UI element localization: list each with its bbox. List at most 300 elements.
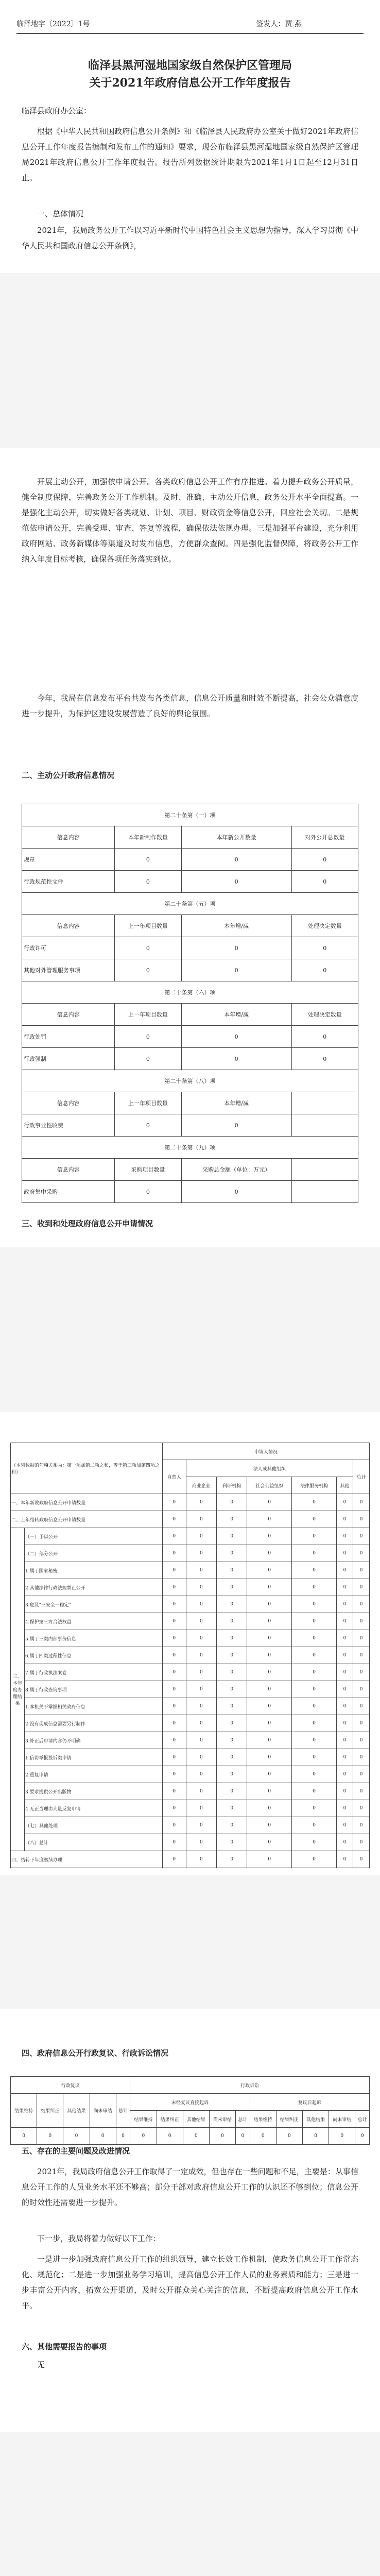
- table2-cell: 0: [336, 1800, 353, 1817]
- section-1-p2: 开展主动公开，加强依申请公开。各类政府信息公开工作有序推进。着力提升政务公开质量，健全制度保障，完善政务公开工作机制。及时、准确、主动公开信息，政务公开水平全面提高。一是强化主动公开，切实做好各类规划、计划、项目、财政资金等信息公开，回应社会关切。二是规范依申请公开，完善受理、审查、答复等流程，确保依法依规办理。三是加强平台建设，充分利用政府网站、政务新媒体等渠道及时发布信息，方便群众查阅。四是强化监督保障，将政务公开工作纳入年度目标考核，确保各项任务落实到位。: [22, 477, 358, 564]
- table2-cell: 0: [186, 1511, 216, 1528]
- section-1-heading: 一、总体情况: [37, 209, 84, 218]
- section-5-p1: 2021年，我局政府信息公开工作取得了一定成效，但也存在一些问题和不足，主要是：从事信息公开工作的人员业务水平还不够高；部分干部对政府信息公开工作的认识还不够到位；信息公开的时效性还需要进一步提升。: [22, 2167, 358, 2207]
- table2-cell: 0: [217, 1817, 247, 1834]
- table2-cell: 0: [247, 1732, 292, 1749]
- table3-cell: 0: [11, 2128, 37, 2145]
- table2-cell: 0: [186, 1613, 216, 1630]
- table2-cell: 0: [292, 1834, 337, 1851]
- table2-cell: 0: [336, 1613, 353, 1630]
- table1-header-cell: 本年新制作数量: [115, 826, 181, 849]
- intro-paragraph: 根据《中华人民共和国政府信息公开条例》和《临泽县人民政府办公室关于做好2021年政府信息公开工作年度报告编制和发布工作的通知》要求，现公布临泽县黑河湿地国家级自然保护区管理局2021年政府信息公开工作年度报告。报告所列数据统计期限为2021年1月1日起至12月31日止。: [22, 127, 358, 182]
- table1-section-row: [22, 1070, 358, 1092]
- table2-row: [11, 1715, 370, 1732]
- table2-cell: 0: [162, 1834, 186, 1851]
- table2-cell: 0: [162, 1511, 186, 1528]
- table3-col-head: 其他结果: [303, 2111, 329, 2128]
- table1-cell: 行政规范性文件: [22, 871, 115, 893]
- doc-number: 临泽地字〔2022〕1号: [16, 20, 90, 28]
- table2-cell: 0: [247, 1749, 292, 1766]
- table3-cell: 0: [236, 2128, 250, 2145]
- table2-cell: 0: [247, 1579, 292, 1596]
- table2-col-head: 社会公益组织: [247, 1477, 292, 1494]
- table1-cell: 0: [181, 1026, 291, 1048]
- table2-row: [11, 1545, 370, 1562]
- table2-row: [11, 1834, 370, 1851]
- review-litigation-table: [10, 2076, 370, 2145]
- table2-cell: 0: [353, 1783, 369, 1800]
- table3-group-cell: 行政复议: [11, 2077, 130, 2094]
- section-1-p3: 今年，我局在信息发布平台共发布各类信息，信息公开质量和时效不断提高，社会公众满意度进一步提升，为保护区建设发展营造了良好的舆论氛围。: [22, 693, 358, 718]
- table2-cell: 0: [247, 1681, 292, 1698]
- table2-cell: 0: [336, 1511, 353, 1528]
- table2-cell: 0: [162, 1681, 186, 1698]
- table2-cell: 0: [186, 1562, 216, 1579]
- table1-row: [22, 1181, 358, 1203]
- section-5-p3: 一是进一步加强政府信息公开工作的组织领导，建立长效工作机制，使政务信息公开工作常态化、规范化；二是进一步加强业务学习培训，提高信息公开工作人员的业务素质和能力；三是进一步丰富公开内容，拓宽公开渠道，及时公开群众关心关注的信息，不断提高政府信息公开工作水平。: [22, 2255, 358, 2310]
- table3-cell: 0: [303, 2128, 329, 2145]
- table1-section-cell: 第二十条第（一）项: [22, 804, 358, 826]
- table2-cell: 0: [336, 1562, 353, 1579]
- table1-cell: 其他对外管理服务事项: [22, 959, 115, 981]
- table2-cell: 0: [162, 1817, 186, 1834]
- table1-cell: 0: [181, 871, 291, 893]
- table2-cell: 0: [353, 1817, 369, 1834]
- table1-row: [22, 871, 358, 893]
- table2-cell: 0: [186, 1681, 216, 1698]
- table2-cell: 0: [162, 1715, 186, 1732]
- table2-row: [11, 1783, 370, 1800]
- doc-header: [16, 19, 364, 30]
- table1-cell: 规章: [22, 849, 115, 871]
- table2-cell: 0: [353, 1579, 369, 1596]
- table2-cell: 0: [162, 1613, 186, 1630]
- table1-cell: 0: [291, 1026, 358, 1048]
- table2-row: [11, 1511, 370, 1528]
- table3-col-head: 尚未审结: [329, 2111, 355, 2128]
- table2-cell: 0: [247, 1817, 292, 1834]
- table2-cell: 0: [353, 1851, 369, 1868]
- table1-cell: 0: [115, 959, 181, 981]
- table2-row-label: 3.补正后申请内容仍不明确: [25, 1732, 163, 1749]
- table2-cell: 0: [353, 1545, 369, 1562]
- table2-cell: 0: [292, 1630, 337, 1647]
- table2-row: [11, 1817, 370, 1834]
- table2-row: [11, 1664, 370, 1681]
- table2-cell: 0: [217, 1800, 247, 1817]
- table2-cell: 0: [353, 1613, 369, 1630]
- table2-row-label: 3.要求提供公开出版物: [25, 1783, 163, 1800]
- table2-row-label: 2.重复申请: [25, 1766, 163, 1783]
- table2-cell: 0: [247, 1715, 292, 1732]
- table2-cell: 0: [353, 1562, 369, 1579]
- table2-cell: 0: [162, 1630, 186, 1647]
- table1-cell: 0: [115, 937, 181, 959]
- table2-cell: 0: [336, 1494, 353, 1511]
- table1-cell: 0: [181, 1181, 291, 1203]
- table2-col-head: 总计: [353, 1460, 369, 1494]
- table2-cell: 0: [247, 1494, 292, 1511]
- table2-cell: 0: [217, 1596, 247, 1613]
- table2-cell: 0: [186, 1630, 216, 1647]
- table2-col-head: 其他: [336, 1477, 353, 1494]
- table2-cell: 0: [292, 1698, 337, 1715]
- table3-cell: 0: [90, 2128, 116, 2145]
- table1-section-cell: 第二十条第（八）项: [22, 1070, 358, 1092]
- table3-cell: 0: [116, 2128, 130, 2145]
- table2-cell: 0: [217, 1715, 247, 1732]
- table2-row: [11, 1528, 370, 1545]
- table2-cell: 0: [247, 1613, 292, 1630]
- table1-row: [22, 937, 358, 959]
- section-4-heading: 四、政府信息公开行政复议、行政诉讼情况: [22, 2048, 169, 2058]
- table2-cell: 0: [247, 1596, 292, 1613]
- table2-cell: 0: [292, 1664, 337, 1681]
- table1-header-row: [22, 826, 358, 849]
- table1-header-cell: 上一年项目数量: [115, 915, 181, 937]
- table1-header-cell: 采购总金额（单位：万元）: [181, 1159, 291, 1181]
- table2-cell: 0: [292, 1579, 337, 1596]
- table1-header-cell: 信息内容: [22, 915, 115, 937]
- table3-col-head: 总计: [236, 2111, 250, 2128]
- table2-side-cell: 三、本年度办理结果: [11, 1528, 25, 1851]
- table2-cell: 0: [353, 1800, 369, 1817]
- table2-cell: 0: [353, 1596, 369, 1613]
- table3-col-head: 其他结果: [63, 2094, 90, 2128]
- table2-cell: 0: [186, 1783, 216, 1800]
- table2-cell: 0: [162, 1664, 186, 1681]
- table2-cell: 0: [162, 1562, 186, 1579]
- table2-cell: 0: [217, 1749, 247, 1766]
- table1-cell: [291, 1181, 358, 1203]
- table1-header-cell: [291, 1159, 358, 1181]
- table1-cell: 0: [291, 1048, 358, 1070]
- table2-row-label: 8.属于行政查询事项: [25, 1681, 163, 1698]
- table2-cell: 0: [247, 1528, 292, 1545]
- table2-cell: 0: [292, 1647, 337, 1664]
- table1-cell: 0: [115, 1048, 181, 1070]
- table2-cell: 0: [217, 1630, 247, 1647]
- table2-row-label: （七）其他处理: [25, 1817, 163, 1834]
- table3-cell: 0: [355, 2128, 370, 2145]
- table1-section-row: [22, 1137, 358, 1159]
- table1-header-cell: 上一年项目数量: [115, 1004, 181, 1026]
- table2-row-label: 7.属于行政执法案卷: [25, 1664, 163, 1681]
- table2-cell: 0: [336, 1698, 353, 1715]
- table2-cell: 0: [336, 1715, 353, 1732]
- table2-row-label: （二）部分公开: [25, 1545, 163, 1562]
- table2-row: [11, 1681, 370, 1698]
- table1-header-row: [22, 1159, 358, 1181]
- table2-row-label: 3.危及"三安全一稳定": [25, 1596, 163, 1613]
- table1-header-cell: 采购项目数量: [115, 1159, 181, 1181]
- table1-cell: 0: [115, 849, 181, 871]
- table2-row-label: （一）予以公开: [25, 1528, 163, 1545]
- table2-cell: 0: [186, 1494, 216, 1511]
- table2-cell: 0: [186, 1800, 216, 1817]
- table1-header-cell: 信息内容: [22, 1159, 115, 1181]
- doc-title: 临泽县黑河湿地国家级自然保护区管理局 关于2021年政府信息公开工作年度报告: [88, 59, 292, 90]
- table2-cell: 0: [247, 1545, 292, 1562]
- table1-row: [22, 849, 358, 871]
- table1-cell: 行政许可: [22, 937, 115, 959]
- table1-header-cell: [291, 1092, 358, 1114]
- table2-row: [11, 1613, 370, 1630]
- table2-cell: 0: [247, 1698, 292, 1715]
- table2-cell: 0: [217, 1851, 247, 1868]
- table3-col-head: 尚未审结: [209, 2111, 235, 2128]
- table2-cell: 0: [336, 1766, 353, 1783]
- section-3-heading: 三、收到和处理政府信息公开申请情况: [22, 1219, 153, 1228]
- table2-cell: 0: [353, 1732, 369, 1749]
- table2-cell: 0: [162, 1596, 186, 1613]
- section-5-heading: 五、存在的主要问题及改进情况: [22, 2146, 130, 2156]
- table2-cell: 0: [336, 1681, 353, 1698]
- table2-row-label: 6.属于四类过程性信息: [25, 1647, 163, 1664]
- table2-cell: 0: [292, 1749, 337, 1766]
- table2-row-label: 四、结转下年度继续办理: [11, 1851, 163, 1868]
- table2-cell: 0: [162, 1749, 186, 1766]
- table3-cell: 0: [130, 2128, 157, 2145]
- table1-cell: 0: [181, 1114, 291, 1137]
- table3-col-head: 结果纠正: [157, 2111, 183, 2128]
- table3-cell: 0: [63, 2128, 90, 2145]
- table2-col-head: 自然人: [162, 1460, 186, 1494]
- table2-col-head: 科研机构: [217, 1477, 247, 1494]
- table2-cell: 0: [162, 1647, 186, 1664]
- table2-cell: 0: [292, 1528, 337, 1545]
- table2-cell: 0: [186, 1715, 216, 1732]
- table2-cell: 0: [217, 1579, 247, 1596]
- table2-row: [11, 1800, 370, 1817]
- table2-cell: 0: [186, 1698, 216, 1715]
- table1-header-cell: 信息内容: [22, 1092, 115, 1114]
- table1-cell: 0: [181, 959, 291, 981]
- table1-cell: 0: [181, 937, 291, 959]
- table3-header-row: [11, 2077, 370, 2094]
- table2-row: [11, 1647, 370, 1664]
- table1-cell: 行政处罚: [22, 1026, 115, 1048]
- table2-cell: 0: [186, 1528, 216, 1545]
- table2-cell: 0: [336, 1596, 353, 1613]
- table2-cell: 0: [353, 1749, 369, 1766]
- table2-cell: 0: [353, 1630, 369, 1647]
- table2-cell: 0: [247, 1562, 292, 1579]
- table3-cell: 0: [329, 2128, 355, 2145]
- signer: 签发人：贾 燕: [256, 20, 302, 28]
- table1-cell: 0: [115, 1026, 181, 1048]
- table1-section-row: [22, 893, 358, 915]
- table2-cell: 0: [336, 1630, 353, 1647]
- table1-cell: 0: [115, 871, 181, 893]
- table1-row: [22, 1114, 358, 1137]
- table2-row-label: 1.属于国家秘密: [25, 1562, 163, 1579]
- table2-cell: 0: [336, 1749, 353, 1766]
- table2-cell: 0: [186, 1664, 216, 1681]
- table2-sub-head: 法人或其他组织: [186, 1460, 353, 1477]
- table2-cell: 0: [292, 1596, 337, 1613]
- table2-cell: 0: [336, 1851, 353, 1868]
- table2-cell: 0: [247, 1783, 292, 1800]
- table3-col-head: 结果纠正: [276, 2111, 302, 2128]
- table2-cell: 0: [186, 1749, 216, 1766]
- table2-cell: 0: [336, 1528, 353, 1545]
- table1-row: [22, 1026, 358, 1048]
- table3-col-head: 结果纠正: [37, 2094, 63, 2128]
- table2-cell: 0: [353, 1494, 369, 1511]
- table2-cell: 0: [292, 1817, 337, 1834]
- table2-cell: 0: [247, 1800, 292, 1817]
- table3-cell: 0: [209, 2128, 235, 2145]
- table1-cell: 行政事业性收费: [22, 1114, 115, 1137]
- red-divider: [16, 33, 364, 34]
- table2-row: [11, 1596, 370, 1613]
- table3-cell: 0: [276, 2128, 302, 2145]
- table3-sub-head: 未经复议直接起诉: [130, 2094, 250, 2111]
- page-gap: [0, 1875, 380, 2009]
- table2-cell: 0: [186, 1647, 216, 1664]
- table1-header-cell: 对外公开总数量: [291, 826, 358, 849]
- page-gap: [0, 2432, 380, 2576]
- table1-header-cell: 本年新公开数量: [181, 826, 291, 849]
- table2-cell: 0: [162, 1732, 186, 1749]
- table2-cell: 0: [217, 1528, 247, 1545]
- table2-cell: 0: [186, 1545, 216, 1562]
- table3-sub-head: 复议后起诉: [250, 2094, 369, 2111]
- table2-cell: 0: [353, 1647, 369, 1664]
- table2-group-cell: 申请人情况: [162, 1443, 369, 1460]
- table1-header-cell: 上一年项目数量: [115, 1092, 181, 1114]
- table2-row: [11, 1579, 370, 1596]
- table3-cell: 0: [157, 2128, 183, 2145]
- table2-cell: 0: [217, 1664, 247, 1681]
- application-table: [10, 1443, 370, 1868]
- table2-cell: 0: [292, 1562, 337, 1579]
- section-2-heading: 二、主动公开政府信息情况: [22, 771, 115, 780]
- table2-cell: 0: [162, 1545, 186, 1562]
- table2-cell: 0: [247, 1834, 292, 1851]
- table2-cell: 0: [186, 1834, 216, 1851]
- table3-cell: 0: [37, 2128, 63, 2145]
- table3-col-head: 其他结果: [183, 2111, 209, 2128]
- table2-row: [11, 1494, 370, 1511]
- table2-cell: 0: [217, 1647, 247, 1664]
- table2-row: [11, 1732, 370, 1749]
- table2-cell: 0: [353, 1766, 369, 1783]
- table3-cell: 0: [183, 2128, 209, 2145]
- table2-cell: 0: [353, 1681, 369, 1698]
- table2-row: [11, 1766, 370, 1783]
- table1-cell: [291, 1114, 358, 1137]
- table1-header-cell: 本年增/减: [181, 1004, 291, 1026]
- table2-cell: 0: [353, 1715, 369, 1732]
- table1-section-row: [22, 981, 358, 1004]
- page-gap: [0, 1247, 380, 1412]
- table2-cell: 0: [217, 1545, 247, 1562]
- table1-section-row: [22, 804, 358, 826]
- table2-cell: 0: [217, 1698, 247, 1715]
- table2-cell: 0: [162, 1698, 186, 1715]
- table3-col-head: 结果维持: [130, 2111, 157, 2128]
- table2-cell: 0: [336, 1579, 353, 1596]
- table1-cell: 0: [181, 1048, 291, 1070]
- page-gap: [0, 273, 380, 448]
- table2-cell: 0: [217, 1681, 247, 1698]
- table2-cell: 0: [217, 1562, 247, 1579]
- table2-cell: 0: [353, 1834, 369, 1851]
- table1-cell: 0: [115, 1181, 181, 1203]
- table2-cell: 0: [162, 1766, 186, 1783]
- table2-cell: 0: [336, 1783, 353, 1800]
- table2-cell: 0: [186, 1732, 216, 1749]
- table2-row-label: 5.属于三类内部事务信息: [25, 1630, 163, 1647]
- table2-cell: 0: [162, 1494, 186, 1511]
- table3-col-head: 结果维持: [11, 2094, 37, 2128]
- table2-cell: 0: [217, 1511, 247, 1528]
- table2-cell: 0: [353, 1528, 369, 1545]
- table2-cell: 0: [186, 1766, 216, 1783]
- table2-cell: 0: [162, 1783, 186, 1800]
- table2-cell: 0: [217, 1732, 247, 1749]
- table2-cell: 0: [186, 1596, 216, 1613]
- table2-cell: 0: [162, 1528, 186, 1545]
- table1-header-row: [22, 1092, 358, 1114]
- table2-cell: 0: [292, 1613, 337, 1630]
- table2-cell: 0: [292, 1766, 337, 1783]
- table1-cell: 0: [291, 849, 358, 871]
- section-6-p1: 无: [37, 2360, 45, 2369]
- table1-header-cell: 信息内容: [22, 1004, 115, 1026]
- table3-row: [11, 2128, 370, 2145]
- table2-cell: 0: [353, 1511, 369, 1528]
- table2-cell: 0: [292, 1715, 337, 1732]
- table2-row: [11, 1562, 370, 1579]
- table2-cell: 0: [217, 1783, 247, 1800]
- table1-cell: 政府集中采购: [22, 1181, 115, 1203]
- table2-cell: 0: [292, 1511, 337, 1528]
- table2-cell: 0: [292, 1494, 337, 1511]
- table2-cell: 0: [186, 1579, 216, 1596]
- table2-col-head: 商业企业: [186, 1477, 216, 1494]
- table2-cell: 0: [162, 1800, 186, 1817]
- table1-header-row: [22, 1004, 358, 1026]
- table2-cell: 0: [353, 1698, 369, 1715]
- table1-row: [22, 1048, 358, 1070]
- table2-row-label: 二、上年结转政府信息公开申请数量: [11, 1511, 163, 1528]
- table2-row: [11, 1851, 370, 1868]
- table2-row: [11, 1749, 370, 1766]
- table1-header-cell: 本年增/减: [181, 915, 291, 937]
- table2-cell: 0: [292, 1545, 337, 1562]
- table3-cell: 0: [250, 2128, 276, 2145]
- table1-cell: 0: [291, 937, 358, 959]
- table2-cell: 0: [336, 1545, 353, 1562]
- table1-cell: 行政强制: [22, 1048, 115, 1070]
- table2-row-label: 2.没有现成信息需要另行制作: [25, 1715, 163, 1732]
- table2-cell: 0: [336, 1647, 353, 1664]
- active-disclosure-table: [22, 804, 358, 1203]
- table1-header-cell: 信息内容: [22, 826, 115, 849]
- table2-cell: 0: [336, 1732, 353, 1749]
- table2-row-label: 4.无正当理由大量反复申请: [25, 1800, 163, 1817]
- table1-header-cell: 本年增/减: [181, 1092, 291, 1114]
- table2-cell: 0: [186, 1817, 216, 1834]
- table2-cell: 0: [336, 1817, 353, 1834]
- table3-header-row: [11, 2094, 370, 2111]
- table2-cell: 0: [353, 1664, 369, 1681]
- table2-cell: 0: [292, 1681, 337, 1698]
- table2-row-label: 1.信访举报投诉类申请: [25, 1749, 163, 1766]
